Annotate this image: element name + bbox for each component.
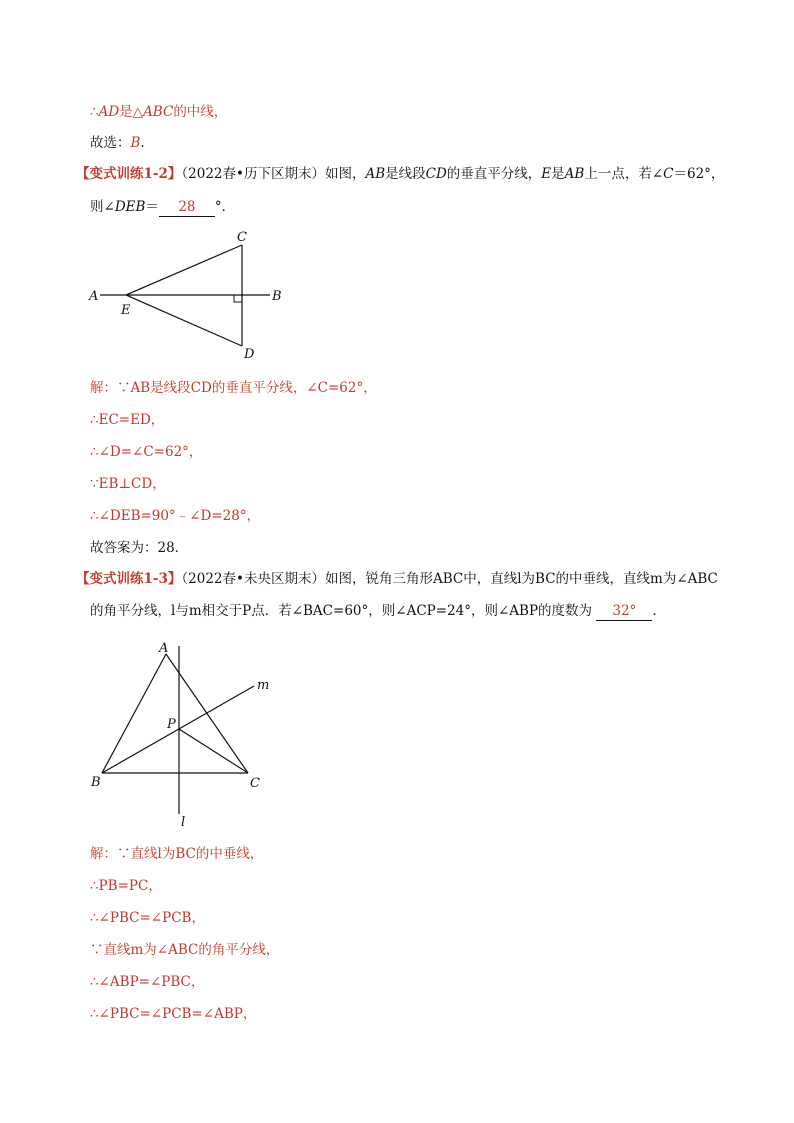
label-p: P — [167, 717, 176, 732]
solution-1-3-line-6: ∴∠PBC=∠PCB=∠ABP， — [90, 1006, 257, 1022]
figure-1-3 — [86, 636, 286, 832]
figure-1-2 — [86, 228, 296, 364]
question-1-2-line-2: 则∠DEB＝ 28 °． — [90, 199, 236, 215]
question-1-3-line-2: 的角平分线，l与m相交于P点．若∠BAC=60°，则∠ACP=24°，则∠ABP的度数为 32° ． — [90, 603, 666, 619]
segment-ed — [126, 295, 242, 346]
prev-line-2: 故选：B. — [90, 135, 145, 151]
solution-1-3-line-2: ∴PB=PC， — [90, 878, 162, 894]
label-a: A — [89, 289, 99, 304]
label-b: B — [272, 289, 282, 304]
solution-1-3-line-4: ∵直线m为∠ABC的角平分线， — [90, 942, 280, 958]
solution-1-3-line-1: 解：∵直线l为BC的中垂线， — [90, 846, 264, 862]
solution-1-2-line-4: ∵EB⊥CD， — [90, 476, 166, 492]
answer-blank: 28 — [159, 198, 215, 217]
solution-1-3-line-5: ∴∠ABP=∠PBC， — [90, 974, 205, 990]
label-c: C — [250, 776, 260, 791]
prev-line-1: ∴AD是△ABC的中线， — [90, 104, 228, 120]
question-tag: 【变式训练1-3】 — [76, 571, 182, 587]
label-l: l — [181, 815, 186, 830]
solution-1-2-line-6: 故答案为：28． — [90, 540, 189, 556]
label-b: B — [91, 775, 101, 790]
label-e: E — [121, 303, 131, 318]
label-m: m — [257, 678, 270, 693]
label-c: C — [237, 230, 247, 245]
segment-ec — [126, 245, 242, 295]
solution-1-2-line-5: ∴∠DEB=90°﹣∠D=28°， — [90, 508, 261, 524]
right-angle-mark — [234, 295, 242, 302]
segment-pc — [179, 729, 248, 773]
answer-blank: 32° — [596, 602, 652, 621]
label-d: D — [244, 347, 255, 362]
solution-1-3-line-3: ∴∠PBC=∠PCB， — [90, 910, 205, 926]
label-a: A — [159, 641, 169, 656]
question-tag: 【变式训练1-2】 — [76, 166, 182, 182]
solution-1-2-line-1: 解：∵AB是线段CD的垂直平分线，∠C=62°， — [90, 380, 377, 396]
solution-1-2-line-2: ∴EC=ED， — [90, 412, 165, 428]
solution-1-2-line-3: ∴∠D=∠C=62°， — [90, 444, 203, 460]
question-1-2-line-1: 【变式训练1-2】（2022春•历下区期末）如图，AB是线段CD的垂直平分线，E是AB上一点，若∠C＝62°， — [76, 166, 725, 182]
question-1-3-line-1: 【变式训练1-3】（2022春•未央区期末）如图，锐角三角形ABC中，直线l为BC的中垂线，直线m为∠ABC — [76, 571, 718, 587]
